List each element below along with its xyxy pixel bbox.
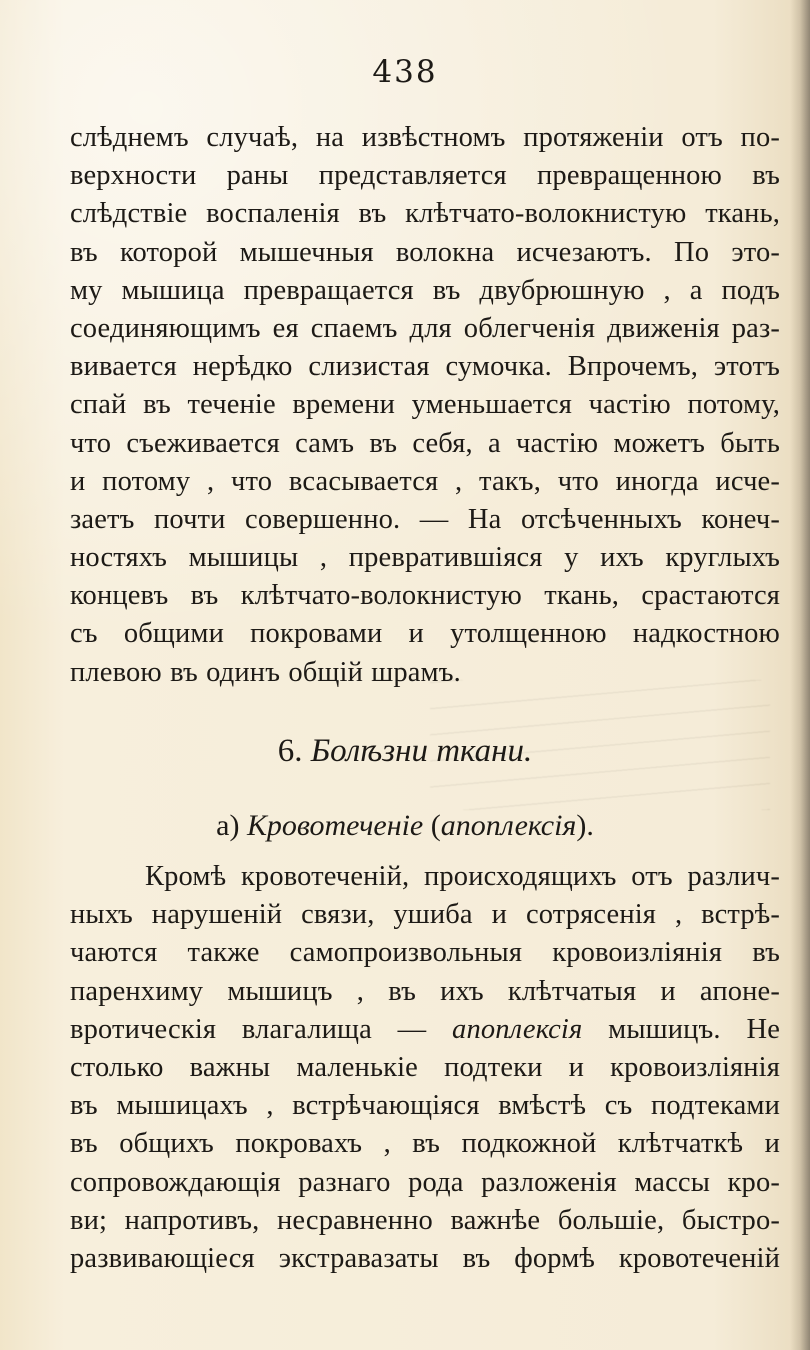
paragraph-text: мышицъ. Не [582, 1013, 780, 1045]
paragraph-line: спай въ теченіе времени уменьшается частію потому, [70, 389, 780, 421]
section-heading [0, 731, 810, 771]
paragraph-line: ви; напротивъ, несравненно важнѣе большіе, быстро- [70, 1204, 780, 1236]
section-title: Болѣзни ткани. [310, 733, 533, 769]
subsection-parenthesis-close: ). [576, 809, 594, 842]
paragraph-line: му мышица превращается въ двубрюшную , а подъ [70, 274, 780, 306]
paragraph-line: съ общими покровами и утолщенною надкостною [70, 618, 780, 650]
paragraph-line: Кромѣ кровотеченій, происходящихъ отъ различ- [145, 861, 780, 892]
paragraph-line: плевою въ одинъ общій шрамъ. [70, 656, 461, 688]
paragraph-line: ныхъ нарушеній связи, ушиба и сотрясенія , встрѣ- [70, 899, 780, 931]
paragraph-line: и потому , что всасывается , такъ, что иногда исче- [70, 465, 780, 497]
paragraph-line: столько важны маленькіе подтеки и кровоизліянія [70, 1051, 780, 1083]
paragraph-line: концевъ въ клѣтчато-волокнистую ткань, срастаются [70, 580, 780, 612]
paragraph-line: въ мышицахъ , встрѣчающіяся вмѣстѣ съ подтеками [70, 1090, 780, 1122]
paragraph-line: въ общихъ покровахъ , въ подкожной клѣтчаткѣ и [70, 1128, 780, 1160]
page-number: 438 [372, 54, 438, 90]
paragraph-text: вротическія влагалища — [70, 1013, 453, 1045]
paragraph-line: въ которой мышечныя волокна исчезаютъ. По это- [70, 236, 780, 268]
page-edge-shadow [790, 0, 810, 1350]
paragraph-line: что съеживается самъ въ себя, а частію можетъ быть [70, 427, 780, 459]
emphasized-term: апоплексія [452, 1013, 583, 1045]
paragraph-line: развивающіеся экстравазаты въ формѣ кровотеченій [70, 1242, 780, 1274]
paragraph-line: чаются также самопроизвольныя кровоизліянія въ [70, 937, 780, 969]
subsection-note: апоплексія [440, 809, 577, 842]
paragraph-line: вивается нерѣдко слизистая сумочка. Впрочемъ, этотъ [70, 351, 780, 383]
paragraph-top [70, 119, 780, 692]
subsection-parenthesis-open: ( [430, 809, 441, 842]
paragraph-line-with-emphasis [70, 1011, 780, 1049]
subsection-title: Кровотеченіе [246, 809, 424, 842]
paragraph-line: паренхиму мышицъ , въ ихъ клѣтчатыя и апоне- [70, 975, 780, 1007]
paragraph-line: соединяющимъ ея спаемъ для облегченія движенія раз- [70, 312, 780, 344]
paragraph-line: заетъ почти совершенно. — На отсѣченныхъ конеч- [70, 503, 780, 535]
paragraph-bottom [70, 858, 780, 1278]
paragraph-line: ностяхъ мышицы , превратившіяся у ихъ круглыхъ [70, 542, 780, 574]
paragraph-line: слѣднемъ случаѣ, на извѣстномъ протяженіи отъ по- [70, 122, 780, 153]
paragraph-line: слѣдствіе воспаленія въ клѣтчато-волокнистую ткань, [70, 198, 780, 230]
paragraph-line: верхности раны представляется превращенною въ [70, 160, 780, 192]
section-number: 6. [277, 733, 303, 769]
paragraph-line: сопровождающія разнаго рода разложенія массы кро- [70, 1166, 780, 1198]
subsection-heading [0, 806, 810, 846]
subsection-letter: a) [216, 809, 240, 842]
